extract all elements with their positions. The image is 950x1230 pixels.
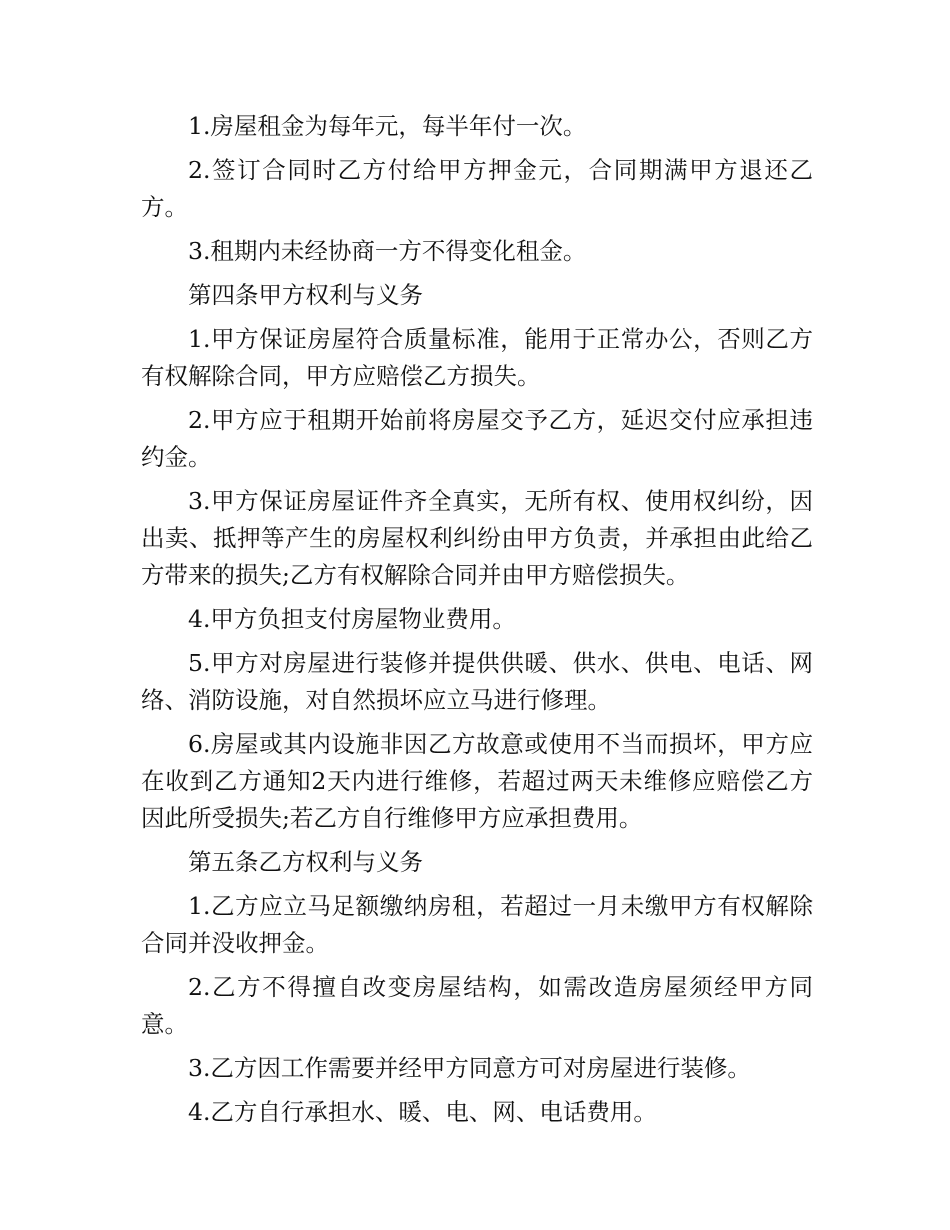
clause-3-1: 1.房屋租金为每年元，每半年付一次。 [188,112,587,140]
clause-4-4: 4.甲方负担支付房屋物业费用。 [188,605,516,633]
document-page [141,108,813,1138]
clause-3-2: 2.签订合同时乙方付给甲方押金元，合同期满甲方退还乙方。 [141,156,813,221]
clause-5-2: 2.乙方不得擅自改变房屋结构，如需改造房屋须经甲方同意。 [141,973,813,1038]
clause-5-1: 1.乙方应立马足额缴纳房租，若超过一月未缴甲方有权解除合同并没收押金。 [141,892,813,957]
clause-4-6: 6.房屋或其内设施非因乙方故意或使用不当而损坏，甲方应在收到乙方通知2天内进行维修，若超过两天未维修应赔偿乙方因此所受损失;若乙方自行维修甲方应承担费用。 [141,730,813,832]
clause-4-2: 2.甲方应于租期开始前将房屋交予乙方，延迟交付应承担违约金。 [141,406,813,471]
clause-4-1: 1.甲方保证房屋符合质量标准，能用于正常办公，否则乙方有权解除合同，甲方应赔偿乙方损失。 [141,325,813,390]
clause-3-3: 3.租期内未经协商一方不得变化租金。 [188,237,587,265]
section-heading-article-5: 第五条乙方权利与义务 [188,848,423,876]
clause-5-3: 3.乙方因工作需要并经甲方同意方可对房屋进行装修。 [188,1054,751,1082]
clause-4-5: 5.甲方对房屋进行装修并提供供暖、供水、供电、电话、网络、消防设施，对自然损坏应立马进行修理。 [141,649,813,714]
section-heading-article-4: 第四条甲方权利与义务 [188,281,423,309]
clause-4-3: 3.甲方保证房屋证件齐全真实，无所有权、使用权纠纷，因出卖、抵押等产生的房屋权利纠纷由甲方负责，并承担由此给乙方带来的损失;乙方有权解除合同并由甲方赔偿损失。 [141,487,813,589]
clause-5-4: 4.乙方自行承担水、暖、电、网、电话费用。 [188,1098,657,1126]
